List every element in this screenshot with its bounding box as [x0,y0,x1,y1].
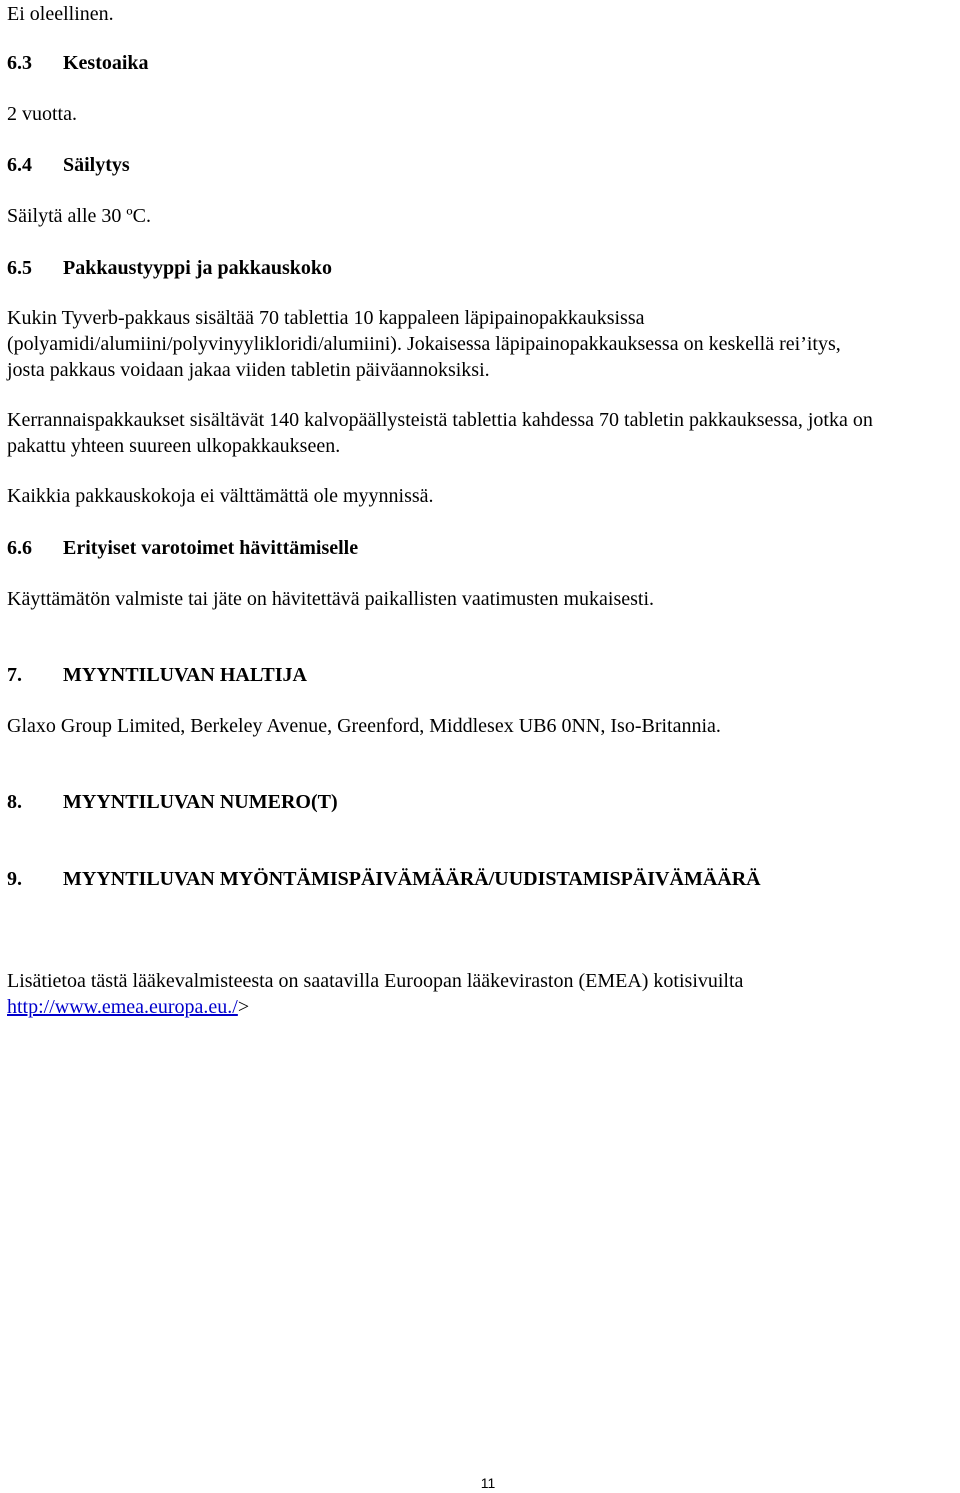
section-number: 6.3 [7,52,32,74]
paragraph-line: Kaikkia pakkauskokoja ei välttämättä ole myynnissä. [7,485,434,507]
section-number: 7. [7,664,22,686]
paragraph-line: josta pakkaus voidaan jakaa viiden tabletin päiväannoksiksi. [7,359,490,381]
section-number: 6.4 [7,154,32,176]
footer-link-line [7,994,249,1020]
section-number: 9. [7,868,22,890]
paragraph-line: (polyamidi/alumiini/polyvinyylikloridi/alumiini). Jokaisessa läpipainopakkauksessa on keskellä rei’itys, [7,333,841,355]
section-heading-8 [7,789,338,815]
section-heading-6-4 [7,152,130,178]
paragraph-line: Kukin Tyverb-pakkaus sisältää 70 tablettia 10 kappaleen läpipainopakkauksissa [7,307,645,329]
section-body-7: Glaxo Group Limited, Berkeley Avenue, Greenford, Middlesex UB6 0NN, Iso-Britannia. [7,715,721,737]
intro-text: Ei oleellinen. [7,3,114,25]
section-body-6-3: 2 vuotta. [7,103,77,125]
section-heading-6-3 [7,50,149,76]
section-title: Säilytys [63,154,130,176]
section-number: 6.5 [7,257,32,279]
paragraph-line: pakattu yhteen suureen ulkopakkaukseen. [7,435,341,457]
section-title: MYYNTILUVAN MYÖNTÄMISPÄIVÄMÄÄRÄ/UUDISTAMISPÄIVÄMÄÄRÄ [63,868,761,890]
section-body-6-4: Säilytä alle 30 ºC. [7,205,151,227]
section-number: 8. [7,791,22,813]
section-heading-6-5 [7,255,332,281]
section-title: MYYNTILUVAN HALTIJA [63,664,307,686]
page-number: 11 [480,1475,496,1491]
section-number: 6.6 [7,537,32,559]
footer-info-text: Lisätietoa tästä lääkevalmisteesta on saatavilla Euroopan lääkeviraston (EMEA) kotisivuilta [7,970,744,992]
section-title: Erityiset varotoimet hävittämiselle [63,537,359,559]
section-title: Pakkaustyyppi ja pakkauskoko [63,257,333,279]
emea-website-link[interactable]: http://www.emea.europa.eu./ [7,996,238,1018]
section-title: MYYNTILUVAN NUMERO(T) [63,791,338,813]
section-body-6-6: Käyttämätön valmiste tai jäte on hävitettävä paikallisten vaatimusten mukaisesti. [7,588,655,610]
section-heading-7 [7,662,307,688]
section-heading-9 [7,866,761,892]
section-heading-6-6 [7,535,358,561]
paragraph-line: Kerrannaispakkaukset sisältävät 140 kalvopäällysteistä tablettia kahdessa 70 tabletin pakkauksessa, jotka on [7,409,873,431]
link-suffix: > [237,996,250,1018]
section-title: Kestoaika [63,52,149,74]
